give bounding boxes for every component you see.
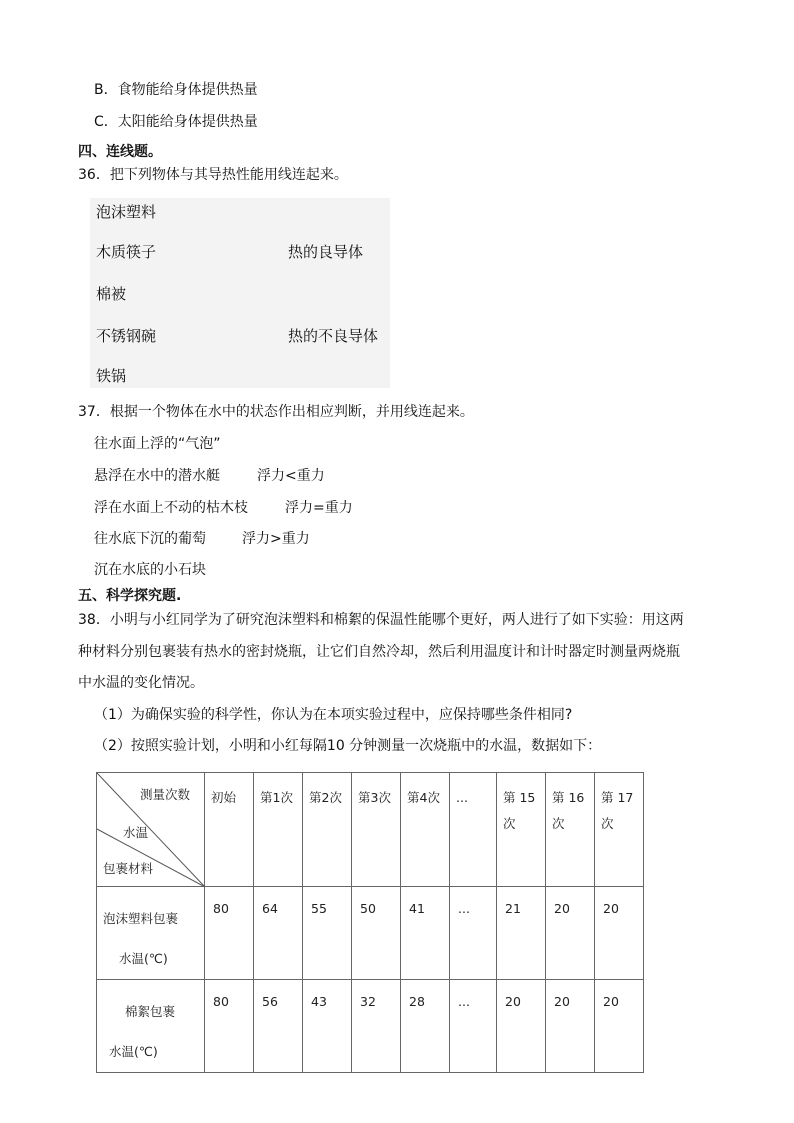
q38-sub-question-1: （1）为确保实验的科学性，你认为在本项实验过程中，应保持哪些条件相同? xyxy=(94,707,573,723)
q38-stem-line: 种材料分别包裹装有热水的密封烧瓶，让它们自然冷却，然后利用温度计和计时器定时测量两烧瓶 xyxy=(78,644,680,660)
table-row xyxy=(97,980,644,1073)
table-cell: ... xyxy=(450,980,497,1073)
q36-left-item: 棉被 xyxy=(96,285,127,303)
table-header-cell: 第4次 xyxy=(401,773,450,887)
q37-left-item: 悬浮在水中的潜水艇 xyxy=(94,468,220,484)
table-header-row xyxy=(97,773,644,887)
q36-right-item: 热的不良导体 xyxy=(288,327,379,345)
q37-left-item: 沉在水底的小石块 xyxy=(94,562,206,578)
row-label: 棉絮包裹 xyxy=(125,1004,176,1019)
table-cell: 43 xyxy=(303,980,352,1073)
table-cell: 21 xyxy=(497,887,546,980)
table-cell: 28 xyxy=(401,980,450,1073)
table-cell: 64 xyxy=(254,887,303,980)
table-header-cell: 第2次 xyxy=(303,773,352,887)
table-row xyxy=(97,887,644,980)
table-cell: 20 xyxy=(546,980,595,1073)
row-label-cell xyxy=(97,887,205,980)
row-unit: 水温(℃) xyxy=(119,951,168,966)
q38-stem-line: 38．小明与小红同学为了研究泡沫塑料和棉絮的保温性能哪个更好，两人进行了如下实验：用这两 xyxy=(78,612,684,628)
table-header-cell: 初始 xyxy=(205,773,254,887)
table-cell: 32 xyxy=(352,980,401,1073)
section-4-title: 四、连线题。 xyxy=(78,144,162,160)
temperature-table xyxy=(96,772,644,1073)
q36-left-item: 铁锅 xyxy=(96,367,127,385)
table-corner-cell xyxy=(97,773,205,887)
section-5-title: 五、科学探究题. xyxy=(78,588,182,604)
table-cell: 20 xyxy=(546,887,595,980)
q36-stem: 36．把下列物体与其导热性能用线连起来。 xyxy=(78,167,348,183)
corner-label-count: 测量次数 xyxy=(139,787,190,802)
row-unit: 水温(℃) xyxy=(109,1044,158,1059)
q36-left-item: 木质筷子 xyxy=(96,243,157,261)
q37-right-item: 浮力>重力 xyxy=(242,531,310,547)
table-cell: 80 xyxy=(205,887,254,980)
table-header-cell: 第 16 次 xyxy=(546,773,595,887)
table-cell: ... xyxy=(450,887,497,980)
q36-matching-box xyxy=(90,198,390,388)
table-cell: 80 xyxy=(205,980,254,1073)
table-cell: 50 xyxy=(352,887,401,980)
table-cell: 56 xyxy=(254,980,303,1073)
table-header-cell: 第 15 次 xyxy=(497,773,546,887)
table-header-cell: 第3次 xyxy=(352,773,401,887)
q38-stem-line: 中水温的变化情况。 xyxy=(78,675,204,691)
table-cell: 20 xyxy=(595,887,644,980)
q36-left-item: 泡沫塑料 xyxy=(96,203,157,221)
q37-right-item: 浮力<重力 xyxy=(257,468,325,484)
q37-left-item: 往水底下沉的葡萄 xyxy=(94,531,206,547)
option-b: B．食物能给身体提供热量 xyxy=(94,82,258,98)
q37-left-item: 往水面上浮的“气泡” xyxy=(94,436,221,452)
q37-right-item: 浮力=重力 xyxy=(285,500,353,516)
q37-left-item: 浮在水面上不动的枯木枝 xyxy=(94,500,248,516)
table-header-cell: 第 17 次 xyxy=(595,773,644,887)
table-header-cell: 第1次 xyxy=(254,773,303,887)
q36-left-item: 不锈钢碗 xyxy=(96,327,157,345)
corner-label-material: 包裹材料 xyxy=(103,861,154,876)
table-header-cell: ... xyxy=(450,773,497,887)
q36-right-item: 热的良导体 xyxy=(288,243,364,261)
table-cell: 55 xyxy=(303,887,352,980)
q37-stem: 37．根据一个物体在水中的状态作出相应判断，并用线连起来。 xyxy=(78,404,474,420)
corner-label-temp: 水温 xyxy=(123,825,149,840)
row-label-cell xyxy=(97,980,205,1073)
table-cell: 41 xyxy=(401,887,450,980)
table-cell: 20 xyxy=(497,980,546,1073)
option-c: C．太阳能给身体提供热量 xyxy=(94,114,258,130)
q38-sub-question-2: （2）按照实验计划，小明和小红每隔10 分钟测量一次烧瓶中的水温，数据如下： xyxy=(94,738,602,754)
table-cell: 20 xyxy=(595,980,644,1073)
row-label: 泡沫塑料包裹 xyxy=(103,911,179,926)
